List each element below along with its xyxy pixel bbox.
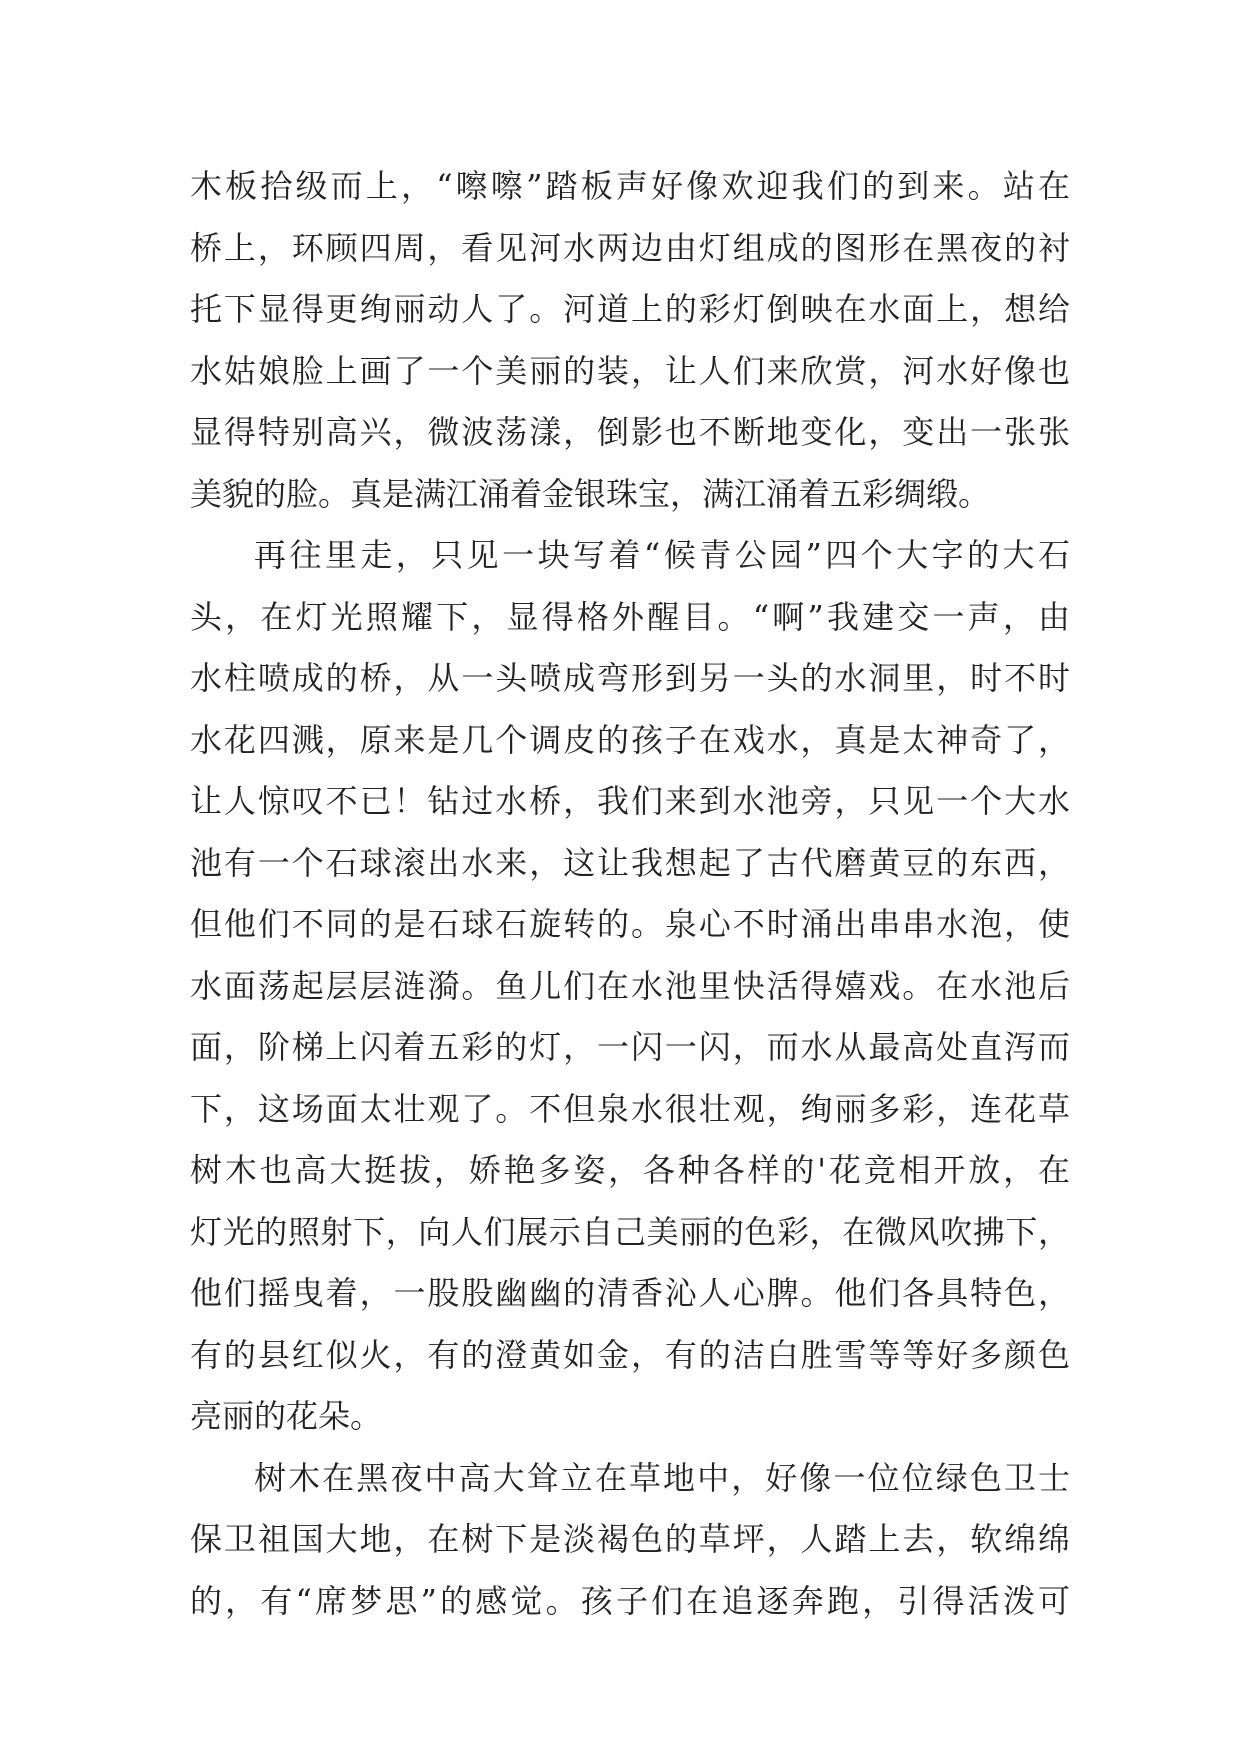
text-line: 桥上，环顾四周，看见河水两边由灯组成的图形在黑夜的衬: [190, 228, 1070, 267]
paragraph: [190, 156, 1070, 525]
text-line: 托下显得更绚丽动人了。河道上的彩灯倒映在水面上，想给: [190, 290, 1070, 328]
text-line: 灯光的照射下，向人们展示自己美丽的色彩，在微风吹拂下，: [190, 1212, 1070, 1251]
text-line: 面，阶梯上闪着五彩的灯，一闪一闪，而水从最高处直泻而: [190, 1028, 1070, 1066]
text-line: 木板拾级而上，“嚓嚓”踏板声好像欢迎我们的到来。站在: [190, 167, 1070, 205]
text-line: 显得特别高兴，微波荡漾，倒影也不断地变化，变出一张张: [190, 413, 1070, 451]
text-line: 水花四溅，原来是几个调皮的孩子在戏水，真是太神奇了，: [190, 720, 1070, 759]
text-line: 水柱喷成的桥，从一头喷成弯形到另一头的水洞里，时不时: [190, 659, 1070, 697]
paragraph: [190, 525, 1070, 1448]
text-line: 水面荡起层层涟漪。鱼儿们在水池里快活得嬉戏。在水池后: [190, 966, 1070, 1005]
text-line: 树木也高大挺拔，娇艳多姿，各种各样的'花竞相开放，在: [190, 1151, 1070, 1189]
text-line: 池有一个石球滚出水来，这让我想起了古代磨黄豆的东西，: [190, 843, 1070, 882]
text-line: 水姑娘脸上画了一个美丽的装，让人们来欣赏，河水好像也: [190, 351, 1070, 390]
text-line: 他们摇曳着，一股股幽幽的清香沁人心脾。他们各具特色，: [190, 1274, 1070, 1312]
text-line: 但他们不同的是石球石旋转的。泉心不时涌出串串水泡，使: [190, 905, 1070, 943]
text-line: 树木在黑夜中高大耸立在草地中，好像一位位绿色卫士: [254, 1458, 1070, 1497]
text-line: 美貌的脸。真是满江涌着金银珠宝，满江涌着五彩绸缎。: [190, 474, 991, 513]
text-line: 有的县红似火，有的澄黄如金，有的洁白胜雪等等好多颜色: [190, 1335, 1070, 1374]
text-line: 亮丽的花朵。: [190, 1397, 383, 1435]
text-line: 保卫祖国大地，在树下是淡褐色的草坪，人踏上去，软绵绵: [190, 1520, 1070, 1558]
paragraph: [190, 1448, 1070, 1633]
text-line: 让人惊叹不已！钻过水桥，我们来到水池旁，只见一个大水: [190, 782, 1070, 820]
text-line: 的，有“席梦思”的感觉。孩子们在追逐奔跑，引得活泼可: [190, 1581, 1070, 1620]
text-line: 再往里走，只见一块写着“候青公园”四个大字的大石: [254, 536, 1070, 574]
body-text: [190, 156, 1070, 1632]
text-line: 下，这场面太壮观了。不但泉水很壮观，绚丽多彩，连花草: [190, 1089, 1070, 1128]
text-line: 头，在灯光照耀下，显得格外醒目。“啊”我建交一声，由: [190, 597, 1070, 636]
